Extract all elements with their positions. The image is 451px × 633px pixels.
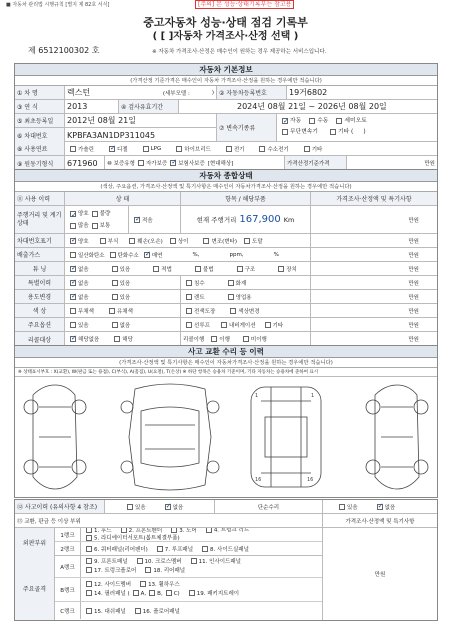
rankC-label: C랭크 (55, 602, 81, 619)
tuning-none-label: 없음 (78, 266, 89, 273)
accident-history-label: ⑫ 사고이력 (유의사항 4 참조) (15, 500, 105, 513)
tuning-none-checkbox[interactable] (70, 266, 76, 272)
svg-text:1: 1 (255, 393, 259, 399)
simple-yes-checkbox[interactable] (339, 504, 345, 510)
warranty-label: ⑩ 보증유형 (107, 161, 135, 167)
summary-row-recall (15, 332, 437, 346)
color-change-checkbox[interactable] (230, 308, 236, 314)
recall-yes-label: 해당 (122, 337, 133, 343)
part-7-checkbox[interactable] (157, 546, 163, 552)
meter-bad-checkbox[interactable] (92, 211, 98, 217)
emission-hc-checkbox[interactable] (110, 252, 116, 258)
car-name-label: ① 차 명 (15, 86, 65, 99)
fuel-hybrid-checkbox[interactable] (176, 146, 182, 152)
vin-value: KPBFA3AN1DP311045 (67, 130, 156, 140)
reg-no-label: ② 자동차등록번호 (217, 86, 287, 99)
price-unit: 만원 (424, 161, 435, 167)
special-yes-label: 있음 (119, 280, 131, 287)
recall-done-label: 리콜이행 (183, 337, 205, 343)
warranty-company: [현대해상] (207, 161, 234, 167)
special-fire-checkbox[interactable] (228, 280, 234, 286)
basic-info-heading: 자동차 기본정보 (15, 64, 437, 76)
status-header: 상 태 (65, 192, 181, 205)
fuel-other-label: 기타 (311, 146, 323, 153)
vin-label: ⑥ 차대번호 (15, 128, 65, 142)
vin-damage-label: 훼손(오손) (137, 238, 163, 245)
part-2-label: 2. 프론트펜더 (128, 528, 163, 534)
usage-business-checkbox[interactable] (228, 294, 234, 300)
part-1-label: 1. 후드 (94, 528, 112, 534)
price-label: 가격산정기준가격 (285, 156, 347, 170)
part-15-label: 15. 대쉬패널 (94, 608, 126, 615)
form-reference: ■ 자동차 관리법 시행규칙 [별지 제 82호 서식] (6, 2, 110, 8)
part-18-label: 18. 리어패널 (153, 567, 186, 574)
part-17-label: 17. 트렁크플로어 (94, 567, 137, 574)
basic-info-section (14, 63, 438, 171)
summary-note: (색상, 주요옵션, 가격조사·산정액 및 특기사항은 매수인이 자동차가격조사·산정을 원하는 경우에만 적습니다) (15, 182, 437, 192)
pillar-c-checkbox[interactable] (166, 590, 172, 596)
color-achromatic-label: 무채색 (78, 308, 94, 315)
special-yes-checkbox[interactable] (112, 280, 118, 286)
color-achromatic-checkbox[interactable] (70, 308, 76, 314)
inspect-label: ④ 검사유효기간 (119, 100, 179, 113)
reg-no: 19거6802 (289, 88, 328, 97)
usage-none-label: 없음 (78, 294, 89, 301)
year-label: ③ 연 식 (15, 100, 65, 113)
part-10-checkbox[interactable] (137, 558, 143, 564)
color-chromatic-label: 유채색 (116, 308, 133, 315)
warranty-self-checkbox[interactable] (138, 160, 144, 166)
part-14-label: 14. 필러패널 ( (94, 590, 130, 597)
status-legend: ※ 상태표시부호 : X(교환), W(판금 또는 용접), C(부식), A(흠집), U(요철), T(손상) ※ 하단 항목은 승용차 기준이며, 기타 자동차는 승용차에 준하여 표시 (15, 368, 437, 377)
car-name: 렉스턴 (67, 88, 91, 97)
color-price: 만원 (408, 308, 419, 315)
options-yes-checkbox[interactable] (70, 322, 76, 328)
emission-hc-label: 탄화수소 (117, 252, 139, 259)
recall-incomplete-label: 미이행 (250, 337, 267, 343)
vin-diff-checkbox[interactable] (170, 238, 176, 244)
emission-unit-hc: ppm, (229, 251, 244, 258)
tuning-device-label: 장치 (286, 266, 297, 273)
warranty-options (105, 156, 285, 170)
fuel-diesel-label: 디젤 (116, 146, 128, 153)
part-1-checkbox[interactable] (86, 528, 92, 533)
recall-price: 만원 (408, 337, 419, 343)
page-subtitle: ( [ ]자동차 가격조사·산정 선택 ) (152, 31, 299, 42)
part-6-checkbox[interactable] (86, 546, 92, 552)
options-sunroof-checkbox[interactable] (186, 322, 192, 328)
vin-corrosion-label: 부식 (107, 238, 119, 245)
color-chromatic-checkbox[interactable] (109, 308, 115, 314)
page-title: 중고자동차 성능·상태 점검 기록부 (143, 16, 308, 29)
tuning-legal-label: 적법 (161, 266, 172, 273)
part-14-checkbox[interactable] (86, 590, 92, 596)
rankA-label: A랭크 (55, 556, 81, 577)
part-11-label: 11. 인사이드패널 (198, 558, 241, 565)
trans-other-close: ) (363, 129, 366, 135)
first-reg-label: ⑤ 최초등록일 (15, 114, 65, 127)
fuel-other-checkbox[interactable] (304, 146, 310, 152)
summary-row-usage-change (15, 290, 437, 304)
vin-good-label: 양호 (78, 238, 89, 245)
vin-painted-checkbox[interactable] (244, 238, 250, 244)
part-10-label: 10. 크로스멤버 (144, 558, 182, 565)
svg-text:16: 16 (255, 477, 262, 483)
options-other-label: 기타 (272, 322, 284, 329)
emission-co-checkbox[interactable] (70, 252, 76, 258)
summary-row-special (15, 276, 437, 290)
warning-tag: [주의] 본 성능·상태기록부는 참고용 (195, 0, 294, 9)
usage-none-checkbox[interactable] (70, 294, 76, 300)
emission-price: 만원 (408, 252, 419, 259)
detail-model-close: ) (211, 89, 214, 96)
accident-yes-label: 있음 (135, 504, 146, 511)
trans-auto-label: 자동 (290, 118, 302, 124)
meter-bad-label: 불량 (99, 211, 111, 217)
trans-auto-checkbox[interactable] (282, 118, 288, 124)
part-6-label: 6. 쿼터패널(리어펜더) (94, 547, 148, 553)
part-19-label: 19. 패키지트레이 (196, 590, 240, 597)
mileage-unit: Km (283, 215, 295, 224)
accident-heading: 사고 교환 수리 등 이력 (15, 346, 437, 358)
summary-row-emission (15, 248, 437, 262)
basic-info-note: (가격산정 기준가격은 매수인이 자동차 가격조사·산정을 원하는 경우에만 적습니다) (15, 76, 437, 86)
part-2-checkbox[interactable] (121, 528, 127, 533)
trans-other-label: 기타 ( (338, 129, 354, 135)
part-12-checkbox[interactable] (86, 581, 92, 587)
warranty-insurance-checkbox[interactable] (170, 160, 176, 166)
recall-label: 리콜대상 (15, 332, 65, 346)
tuning-legal-checkbox[interactable] (153, 266, 159, 272)
meter-good-checkbox[interactable] (70, 211, 76, 217)
accident-section (14, 345, 438, 498)
summary-section (14, 169, 438, 347)
part-15-checkbox[interactable] (86, 608, 92, 614)
part-8-label: 8. 사이드실패널 (210, 547, 249, 553)
fuel-lpg-checkbox[interactable] (143, 146, 149, 152)
options-no-label: 없음 (119, 322, 131, 329)
trans-manual-checkbox[interactable] (309, 118, 315, 124)
summary-row-options (15, 318, 437, 332)
part-12-label: 12. 사이드멤버 (94, 581, 132, 588)
usage-business-label: 영업용 (235, 294, 252, 301)
usage-yes-label: 있음 (119, 294, 131, 301)
emission-unit-smoke: % (273, 251, 279, 258)
usage-history-header: ⑪ 사용 이력 (15, 192, 65, 205)
accident-yes-checkbox[interactable] (127, 504, 133, 510)
color-full-paint-label: 전색도장 (194, 308, 216, 315)
part-detail-label: ⑬ 교환, 판금 등 이상 부위 (15, 514, 323, 527)
warranty-insurance-label: 보험사보증 (178, 161, 205, 167)
options-no-checkbox[interactable] (112, 322, 118, 328)
options-navi-checkbox[interactable] (221, 322, 227, 328)
pillar-a-checkbox[interactable] (133, 590, 139, 596)
recall-none-checkbox[interactable] (70, 336, 76, 342)
car-frame-diagram (251, 387, 321, 487)
summary-row-vin-mark (15, 234, 437, 248)
summary-heading: 자동차 종합상태 (15, 170, 437, 182)
options-sunroof-label: 선루프 (194, 322, 210, 329)
current-mileage-label: 현재 주행거리 (196, 216, 237, 224)
fuel-electric-label: 전기 (233, 146, 245, 153)
color-change-label: 색상변경 (238, 308, 260, 315)
part-5-checkbox[interactable] (86, 535, 92, 541)
part-13-label: 13. 휠하우스 (148, 581, 180, 588)
options-navi-label: 내비게이션 (228, 322, 256, 329)
trans-semi-label: 세미오토 (344, 118, 367, 124)
special-history-label: 특별이력 (15, 276, 65, 289)
document-note: ※ 자동차 가격조사·산정은 매수인이 원하는 경우 제공하는 서비스입니다. (152, 49, 327, 55)
fuel-gasoline-label: 가솔린 (78, 146, 94, 153)
usage-rent-label: 렌트 (194, 294, 205, 301)
simple-repair-label: 단순수리 (215, 500, 323, 513)
fuel-electric-checkbox[interactable] (226, 146, 232, 152)
special-flood-label: 침수 (194, 280, 205, 287)
fuel-hydrogen-label: 수소전기 (267, 146, 289, 153)
pillar-b-checkbox[interactable] (149, 590, 155, 596)
part-13-checkbox[interactable] (140, 581, 146, 587)
fuel-label: ⑧ 사용연료 (15, 142, 65, 155)
trans-cvt-label: 무단변속기 (290, 129, 318, 135)
fuel-lpg-label: LPG (150, 145, 162, 152)
car-left-side-diagram (24, 385, 86, 489)
trans-cvt-checkbox[interactable] (282, 129, 288, 135)
outer-panel-label: 외판부위 (15, 528, 55, 556)
part-11-checkbox[interactable] (191, 558, 197, 564)
vin-altered-label: 변조(변타) (211, 238, 238, 245)
current-mileage-value: 167,900 (239, 214, 281, 225)
fuel-gasoline-checkbox[interactable] (70, 146, 76, 152)
odometer-label: 주행거리 및 계기상태 (15, 206, 65, 233)
tuning-structure-checkbox[interactable] (237, 266, 243, 272)
recall-complete-label: 이행 (219, 337, 230, 343)
part-17-checkbox[interactable] (86, 567, 92, 573)
trans-label: ⑦ 변속기종류 (217, 114, 277, 141)
rankB-label: B랭크 (55, 578, 81, 601)
part-price-unit: 만원 (374, 572, 386, 578)
tuning-illegal-label: 불법 (202, 266, 214, 273)
accident-history-row (15, 500, 437, 514)
meter-good-label: 양호 (78, 211, 89, 217)
engine-label: ⑨ 원동기형식 (15, 156, 65, 170)
options-other-checkbox[interactable] (265, 322, 271, 328)
options-label: 주요옵션 (15, 318, 65, 331)
part-5-label: 5. 라디에이터서포트(볼트체결부품) (94, 535, 180, 541)
car-right-side-diagram (366, 385, 428, 489)
vin-altered-checkbox[interactable] (203, 238, 209, 244)
part-price-header: 가격조사·산정액 및 특기사항 (345, 518, 415, 525)
part-detail-header (15, 514, 437, 528)
color-label: 색 상 (15, 304, 65, 317)
trans-manual-label: 수동 (317, 118, 329, 124)
simple-yes-label: 있음 (347, 504, 358, 511)
detail-model-label: (세부모델 : (162, 90, 190, 97)
part-19-checkbox[interactable] (189, 590, 195, 596)
fuel-diesel-checkbox[interactable] (109, 146, 115, 152)
color-full-paint-checkbox[interactable] (186, 308, 192, 314)
part-16-label: 16. 플로어패널 (142, 608, 180, 615)
tuning-yes-label: 있음 (119, 266, 131, 273)
vin-painted-label: 도말 (252, 238, 263, 245)
accident-note: (가격조사·산정액 및 특기사항은 매수인이 자동차가격조사·산정을 원하는 경우에만 적습니다) (15, 358, 437, 368)
summary-row-odometer (15, 206, 437, 234)
accident-detail-section (14, 499, 438, 621)
trans-semi-checkbox[interactable] (336, 118, 342, 124)
vin-diff-label: 상이 (177, 238, 189, 245)
svg-text:16: 16 (307, 477, 314, 483)
document-number: 제 6512100302 호 (28, 46, 100, 55)
mileage-mid-checkbox[interactable] (92, 223, 98, 229)
simple-no-checkbox[interactable] (377, 504, 383, 510)
options-yes-label: 있음 (78, 322, 89, 329)
tuning-price: 만원 (408, 266, 419, 273)
special-none-checkbox[interactable] (70, 280, 76, 286)
engine-value: 671960 (65, 156, 105, 170)
part-3-label: 3. 도어 (179, 528, 197, 534)
mileage-low-checkbox[interactable] (134, 217, 140, 223)
trans-other-checkbox[interactable] (330, 129, 336, 135)
special-price: 만원 (408, 280, 419, 287)
emission-co-label: 일산화탄소 (78, 252, 105, 259)
frame-label: 주요골격 (15, 556, 55, 620)
special-flood-checkbox[interactable] (186, 280, 192, 286)
emission-smoke-checkbox[interactable] (144, 252, 150, 258)
rank1-label: 1랭크 (55, 528, 81, 541)
car-top-view-diagram (121, 384, 219, 490)
summary-row-color (15, 304, 437, 318)
pillar-c-label: C) (173, 590, 180, 597)
usage-rent-checkbox[interactable] (186, 294, 192, 300)
pillar-b-label: B, (157, 590, 163, 597)
usage-change-label: 용도변경 (15, 290, 65, 303)
vin-good-checkbox[interactable] (70, 238, 76, 244)
pillar-a-label: A, (140, 590, 147, 597)
odometer-price: 만원 (408, 217, 419, 224)
part-4-label: 4. 트렁크 리드 (213, 528, 250, 534)
accident-no-checkbox[interactable] (165, 504, 171, 510)
usage-yes-checkbox[interactable] (112, 294, 118, 300)
year-value: 2013 (65, 100, 119, 113)
part-8-checkbox[interactable] (202, 546, 208, 552)
recall-notdone-checkbox[interactable] (243, 336, 249, 342)
mileage-high-label: 많음 (78, 223, 89, 229)
usage-change-price: 만원 (408, 294, 419, 301)
car-diagrams (15, 377, 437, 497)
summary-row-tuning (15, 262, 437, 276)
tuning-device-checkbox[interactable] (278, 266, 284, 272)
part-3-checkbox[interactable] (171, 528, 177, 533)
warranty-self-label: 자가보증 (145, 161, 168, 167)
special-none-label: 없음 (78, 280, 89, 287)
recall-yes-checkbox[interactable] (114, 336, 120, 342)
price-note-header: 가격조사·산정액 및 특기사항 (311, 192, 437, 205)
item-header: 항목 / 해당부품 (181, 192, 311, 205)
accident-no-label: 없음 (172, 504, 184, 511)
emission-smoke-label: 매연 (151, 252, 163, 259)
svg-text:1: 1 (311, 393, 315, 399)
first-reg-value: 2012년 08월 21일 (67, 116, 136, 125)
part-9-label: 9. 프론트패널 (94, 558, 128, 565)
emission-label: 배출가스 (15, 248, 65, 261)
mileage-mid-label: 보통 (99, 223, 111, 229)
part-9-checkbox[interactable] (86, 558, 92, 564)
vin-corrosion-checkbox[interactable] (100, 238, 106, 244)
vin-damage-checkbox[interactable] (129, 238, 135, 244)
tuning-yes-checkbox[interactable] (112, 266, 118, 272)
tuning-structure-label: 구조 (244, 266, 256, 273)
emission-unit-co: %, (192, 251, 200, 258)
special-fire-label: 화재 (235, 280, 247, 287)
part-4-checkbox[interactable] (206, 528, 212, 533)
tuning-label: 튜 닝 (15, 262, 65, 275)
trans-options (277, 114, 437, 141)
part-18-checkbox[interactable] (145, 567, 151, 573)
tuning-illegal-checkbox[interactable] (195, 266, 201, 272)
simple-no-label: 없음 (384, 504, 396, 511)
mileage-high-checkbox[interactable] (70, 223, 76, 229)
options-price: 만원 (408, 322, 419, 329)
part-16-checkbox[interactable] (135, 608, 141, 614)
fuel-hydrogen-checkbox[interactable] (259, 146, 265, 152)
inspect-value: 2024년 08월 21일 ~ 2026년 08월 20일 (237, 102, 387, 111)
rank2-label: 2랭크 (55, 542, 81, 556)
fuel-options (65, 142, 437, 155)
recall-done-checkbox[interactable] (211, 336, 217, 342)
part-7-label: 7. 루프패널 (164, 547, 194, 553)
fuel-hybrid-label: 하이브리드 (184, 146, 211, 153)
vin-mark-label: 차대번호표기 (15, 234, 65, 247)
recall-none-label: 해당없음 (78, 337, 100, 343)
mileage-low-label: 적음 (142, 217, 153, 224)
vin-mark-price: 만원 (408, 238, 419, 245)
